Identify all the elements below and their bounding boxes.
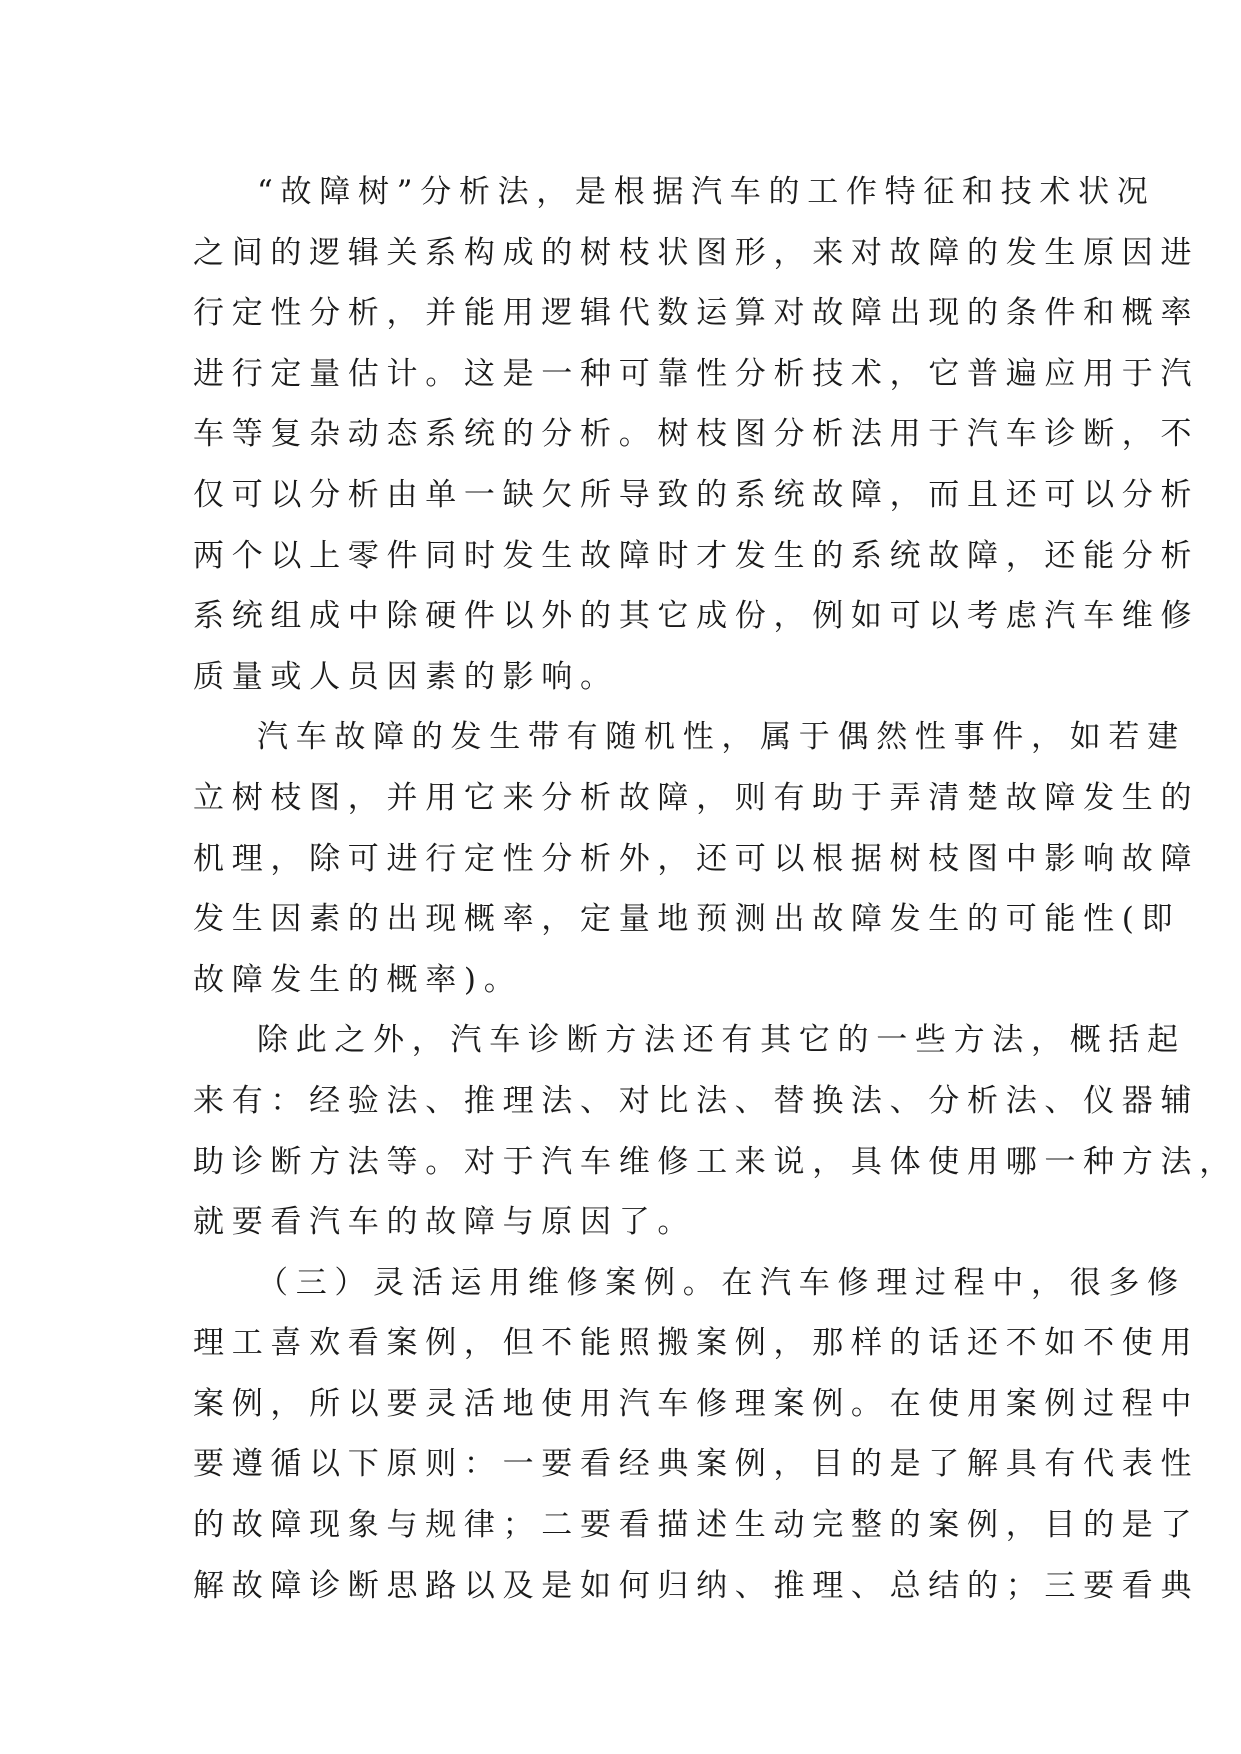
text-line: 车等复杂动态系统的分析。树枝图分析法用于汽车诊断，不 [193,416,1200,453]
text-line: 两个以上零件同时发生故障时才发生的系统故障，还能分析 [193,537,1200,574]
text-line: 要遵循以下原则：一要看经典案例，目的是了解具有代表性 [193,1446,1200,1483]
text-line: 汽车故障的发生带有随机性，属于偶然性事件，如若建 [257,719,1186,756]
text-line: 行定性分析，并能用逻辑代数运算对故障出现的条件和概率 [193,295,1200,332]
text-line: 的故障现象与规律；二要看描述生动完整的案例，目的是了 [193,1507,1200,1544]
text-line: 来有：经验法、推理法、对比法、替换法、分析法、仪器辅 [193,1082,1200,1119]
text-line: 机理，除可进行定性分析外，还可以根据树枝图中影响故障 [193,840,1200,877]
text-line: 助诊断方法等。对于汽车维修工来说，具体使用哪一种方法， [193,1143,1238,1180]
text-line: 案例，所以要灵活地使用汽车修理案例。在使用案例过程中 [193,1385,1200,1422]
text-line: （三）灵活运用维修案例。在汽车修理过程中，很多修 [257,1264,1186,1301]
text-line: 故障发生的概率)。 [193,961,523,998]
body-text [193,162,1238,1616]
text-line: 发生因素的出现概率，定量地预测出故障发生的可能性(即 [193,901,1181,938]
text-line: 之间的逻辑关系构成的树枝状图形，来对故障的发生原因进 [193,234,1200,271]
text-line: 质量或人员因素的影响。 [193,658,619,695]
text-line: 进行定量估计。这是一种可靠性分析技术，它普遍应用于汽 [193,355,1200,392]
text-line: 除此之外，汽车诊断方法还有其它的一些方法，概括起 [257,1022,1186,1059]
text-line: 系统组成中除硬件以外的其它成份，例如可以考虑汽车维修 [193,598,1200,635]
text-line: “故障树”分析法，是根据汽车的工作特征和技术状况 [257,174,1156,210]
text-line: 就要看汽车的故障与原因了。 [193,1204,697,1241]
text-line: 解故障诊断思路以及是如何归纳、推理、总结的；三要看典 [193,1567,1200,1604]
text-line: 理工喜欢看案例，但不能照搬案例，那样的话还不如不使用 [193,1325,1200,1362]
text-line: 立树枝图，并用它来分析故障，则有助于弄清楚故障发生的 [193,779,1200,816]
text-line: 仅可以分析由单一缺欠所导致的系统故障，而且还可以分析 [193,476,1200,513]
